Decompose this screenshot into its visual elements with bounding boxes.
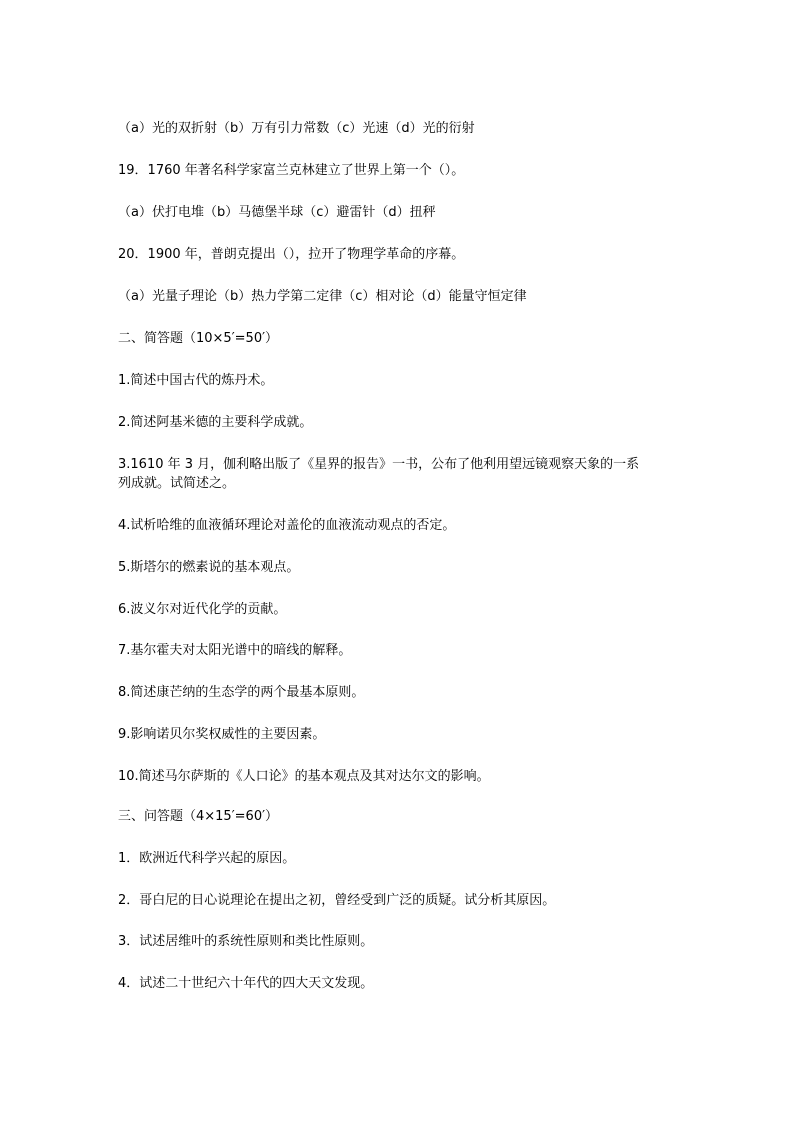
short-answer-3-line2: 列成就。试简述之。 [118,476,236,491]
short-answer-10: 10.简述马尔萨斯的《人口论》的基本观点及其对达尔文的影响。 [118,769,490,784]
short-answer-4: 4.试析哈维的血液循环理论对盖伦的血液流动观点的否定。 [118,518,456,533]
short-answer-8: 8.简述康芒纳的生态学的两个最基本原则。 [118,685,365,700]
essay-question-2: 2．哥白尼的日心说理论在提出之初，曾经受到广泛的质疑。试分析其原因。 [118,893,556,908]
essay-question-4: 4．试述二十世纪六十年代的四大天文发现。 [118,976,374,991]
options-q19: （a）伏打电堆（b）马德堡半球（c）避雷针（d）扭秤 [118,205,436,220]
section-heading-essay: 三、问答题（4×15′=60′） [118,809,279,824]
short-answer-3-line1: 3.1610 年 3 月，伽利略出版了《星界的报告》一书，公布了他利用望远镜观察天象的一系 [118,457,640,472]
options-q18: （a）光的双折射（b）万有引力常数（c）光速（d）光的衍射 [118,121,475,136]
short-answer-5: 5.斯塔尔的燃素说的基本观点。 [118,560,300,575]
section-heading-short-answer: 二、简答题（10×5′=50′） [118,331,279,346]
question-19: 19．1760 年著名科学家富兰克林建立了世界上第一个（）。 [118,163,465,178]
essay-question-1: 1．欧洲近代科学兴起的原因。 [118,851,296,866]
options-q20: （a）光量子理论（b）热力学第二定律（c）相对论（d）能量守恒定律 [118,289,527,304]
short-answer-7: 7.基尔霍夫对太阳光谱中的暗线的解释。 [118,643,352,658]
short-answer-6: 6.波义尔对近代化学的贡献。 [118,602,287,617]
essay-question-3: 3．试述居维叶的系统性原则和类比性原则。 [118,934,374,949]
short-answer-9: 9.影响诺贝尔奖权威性的主要因素。 [118,727,326,742]
question-20: 20．1900 年，普朗克提出（），拉开了物理学革命的序幕。 [118,247,465,262]
short-answer-2: 2.简述阿基米德的主要科学成就。 [118,415,313,430]
short-answer-1: 1.简述中国古代的炼丹术。 [118,373,274,388]
